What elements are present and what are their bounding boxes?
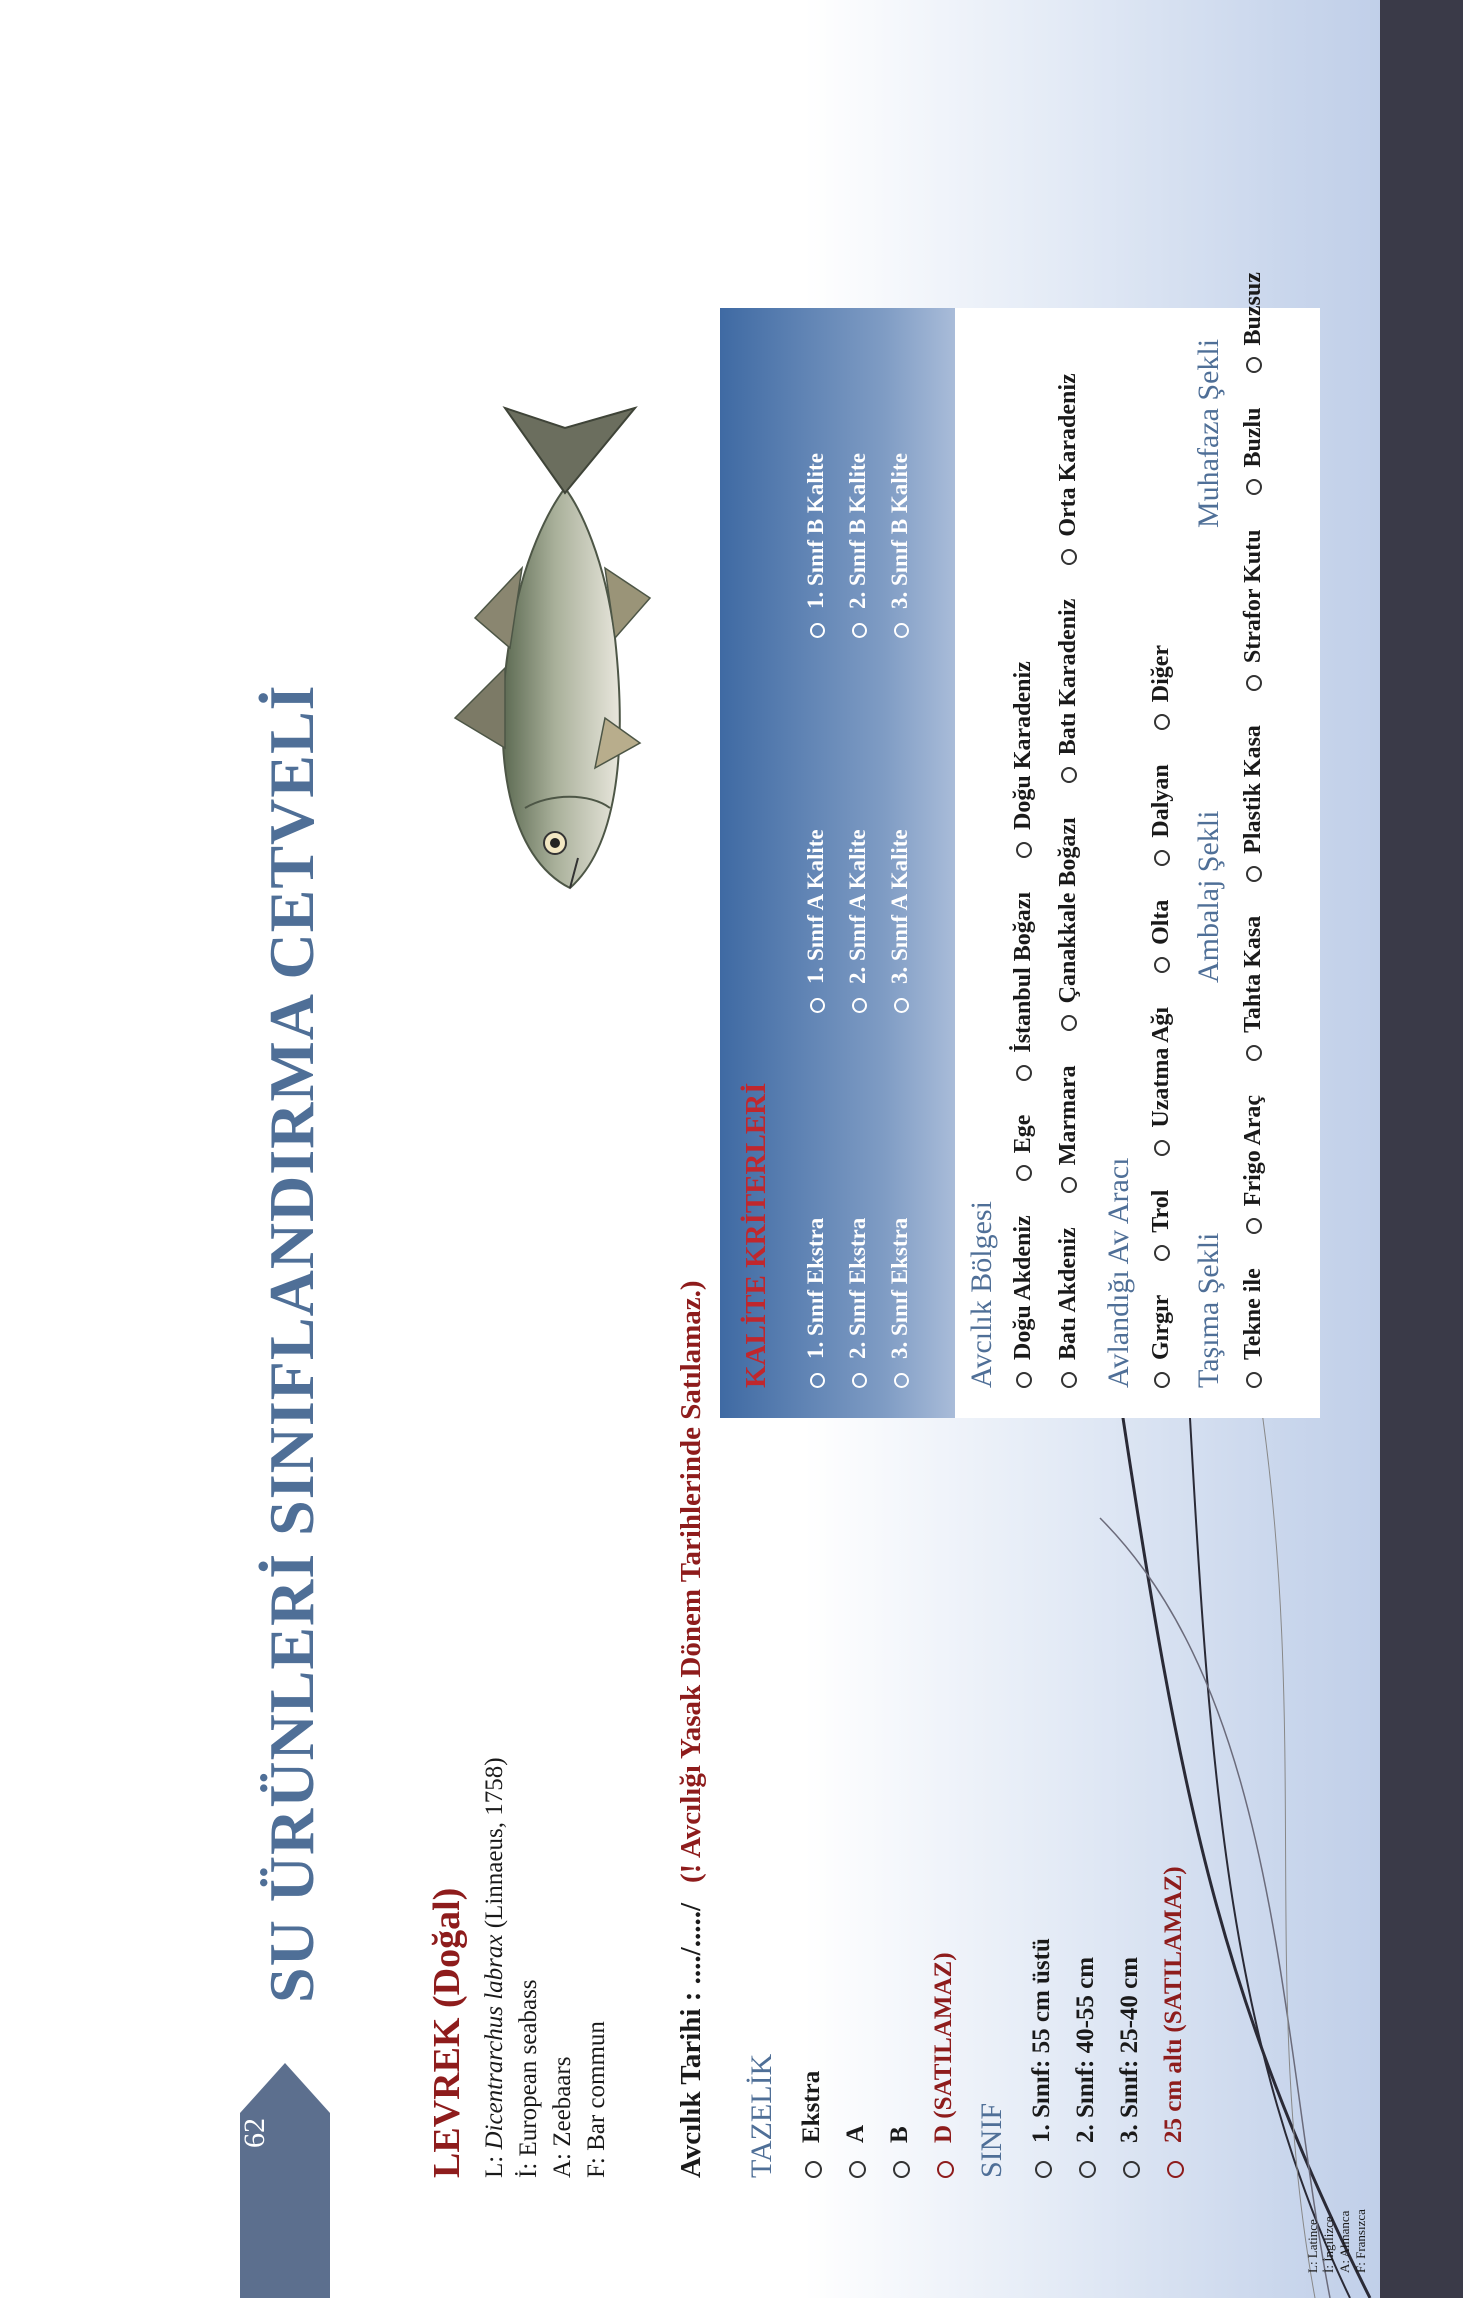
sea-bass-illustration [400, 398, 700, 918]
size-class-options [1020, 1866, 1196, 2178]
region-option[interactable]: Doğu Akdeniz [1010, 1215, 1037, 1388]
packaging-heading: Ambalaj Şekli [1192, 810, 1225, 983]
radio-circle-icon [1154, 1372, 1170, 1388]
radio-circle-icon [1246, 480, 1262, 496]
quality-column-a [795, 829, 921, 1013]
catch-date-warning: (! Avcılığı Yasak Dönem Tarihlerinde Satılamaz.) [675, 1280, 707, 1883]
transport-option[interactable]: Frigo Araç [1240, 1095, 1267, 1234]
gear-option[interactable]: Dalyan [1148, 764, 1175, 865]
radio-circle-icon [1123, 2161, 1140, 2178]
radio-circle-icon [1061, 767, 1077, 783]
species-names-block [478, 1757, 614, 2178]
quality-option[interactable]: 1. Sınıf Ekstra [795, 1218, 837, 1388]
legend-item: L: Latince [1305, 2219, 1320, 2273]
transport-option[interactable]: Tekne ile [1240, 1268, 1267, 1388]
quality-column-b [795, 453, 921, 638]
latin-prefix: L: [481, 2155, 508, 2178]
radio-circle-icon [1061, 1372, 1077, 1388]
region-option[interactable]: Batı Karadeniz [1055, 599, 1082, 784]
legend-item: İ: İngilizce [1321, 2216, 1336, 2273]
radio-circle-icon [894, 998, 909, 1013]
gear-heading: Avlandığı Av Aracı [1102, 1157, 1135, 1388]
quality-option[interactable]: 2. Sınıf Ekstra [837, 1218, 879, 1388]
radio-circle-icon [1246, 1218, 1262, 1234]
region-option[interactable]: Doğu Karadeniz [1010, 661, 1037, 858]
packaging-option[interactable]: Strafor Kutu [1240, 530, 1267, 692]
freshness-option[interactable]: B [878, 1952, 922, 2178]
radio-circle-icon [1246, 1372, 1262, 1388]
catch-date-label: Avcılık Tarihi : ..../...../ [675, 1902, 707, 2178]
radio-circle-icon [1061, 1177, 1077, 1193]
size-class-option[interactable]: 3. Sınıf: 25-40 cm [1108, 1866, 1152, 2178]
region-option[interactable]: Ege [1010, 1115, 1037, 1182]
radio-circle-icon [893, 2161, 910, 2178]
legend-item: A: Almanca [1337, 2210, 1352, 2273]
gear-option[interactable]: Gırgır [1148, 1295, 1175, 1388]
freshness-options [790, 1952, 966, 2178]
radio-circle-icon [810, 998, 825, 1013]
transport-packaging-row [1240, 244, 1267, 1388]
region-option[interactable]: Çanakkale Boğazı [1055, 817, 1082, 1031]
preservation-option[interactable]: Buzsuz [1240, 272, 1267, 373]
gear-option[interactable]: Diğer [1148, 645, 1175, 730]
latin-name: Dicentrarchus labrax [481, 1934, 508, 2150]
quality-column-extra [795, 1218, 921, 1388]
packaging-option[interactable]: Plastik Kasa [1240, 725, 1267, 882]
page-title: SU ÜRÜNLERİ SINIFLANDIRMA CETVELİ [256, 684, 327, 2003]
radio-circle-icon [894, 623, 909, 638]
bottom-bar [1380, 0, 1463, 2298]
quality-option[interactable]: 1. Sınıf B Kalite [795, 453, 837, 638]
radio-circle-icon [1246, 866, 1262, 882]
radio-circle-icon [805, 2161, 822, 2178]
quality-heading: KALİTE KRİTERLERİ [740, 1082, 772, 1388]
radio-circle-icon [849, 2161, 866, 2178]
radio-circle-icon [1154, 714, 1170, 730]
radio-circle-icon [1079, 2161, 1096, 2178]
packaging-option[interactable]: Tahta Kasa [1240, 916, 1267, 1061]
region-heading: Avcılık Bölgesi [965, 1201, 998, 1388]
size-class-heading: SINIF [975, 2102, 1008, 2178]
freshness-heading: TAZELİK [745, 2053, 778, 2178]
catch-date-line [675, 1280, 708, 2178]
region-option[interactable]: Orta Karadeniz [1055, 373, 1082, 564]
quality-option[interactable]: 1. Sınıf A Kalite [795, 829, 837, 1013]
radio-circle-icon [1154, 1245, 1170, 1261]
region-row [1010, 633, 1037, 1388]
gear-option[interactable]: Olta [1148, 900, 1175, 973]
radio-circle-icon [1061, 1015, 1077, 1031]
gear-row [1148, 617, 1175, 1388]
region-option[interactable]: İstanbul Boğazı [1010, 892, 1037, 1081]
gear-option[interactable]: Uzatma Ağı [1148, 1007, 1175, 1156]
quality-option[interactable]: 3. Sınıf Ekstra [879, 1218, 921, 1388]
radio-circle-icon [1246, 357, 1262, 373]
radio-circle-icon [1154, 850, 1170, 866]
radio-circle-icon [937, 2161, 954, 2178]
radio-circle-icon [810, 623, 825, 638]
radio-circle-icon [852, 623, 867, 638]
radio-circle-icon [1154, 957, 1170, 973]
preservation-heading: Muhafaza Şekli [1192, 338, 1225, 528]
region-row [1055, 345, 1082, 1388]
radio-circle-icon [1016, 1372, 1032, 1388]
radio-circle-icon [894, 1373, 909, 1388]
radio-circle-icon [1016, 1065, 1032, 1081]
radio-circle-icon [1035, 2161, 1052, 2178]
quality-panel [720, 272, 1320, 1418]
page-number-badge [215, 2038, 355, 2298]
region-option[interactable]: Marmara [1055, 1065, 1082, 1193]
language-legend [1305, 2209, 1369, 2273]
page-number: 62 [238, 2118, 271, 2148]
quality-option[interactable]: 2. Sınıf A Kalite [837, 829, 879, 1013]
radio-circle-icon [1167, 2161, 1184, 2178]
radio-circle-icon [810, 1373, 825, 1388]
radio-circle-icon [852, 998, 867, 1013]
preservation-option[interactable]: Buzlu [1240, 407, 1267, 495]
radio-circle-icon [1061, 549, 1077, 565]
quality-option[interactable]: 2. Sınıf B Kalite [837, 453, 879, 638]
quality-option[interactable]: 3. Sınıf B Kalite [879, 453, 921, 638]
german-name: A: Zeebaars [549, 2056, 576, 2178]
latin-author: (Linnaeus, 1758) [481, 1757, 508, 1929]
size-class-option[interactable]: 2. Sınıf: 40-55 cm [1064, 1866, 1108, 2178]
region-option[interactable]: Batı Akdeniz [1055, 1227, 1082, 1388]
transport-heading: Taşıma Şekli [1192, 1232, 1225, 1388]
size-class-option-not-sellable[interactable]: 25 cm altı (SATILAMAZ) [1152, 1866, 1196, 2178]
freshness-option-not-sellable[interactable]: D (SATILAMAZ) [922, 1952, 966, 2178]
radio-circle-icon [1154, 1140, 1170, 1156]
legend-item: F: Fransızca [1353, 2209, 1368, 2273]
radio-circle-icon [852, 1373, 867, 1388]
freshness-option[interactable]: Ekstra [790, 1952, 834, 2178]
gear-option[interactable]: Trol [1148, 1190, 1175, 1261]
radio-circle-icon [1246, 1045, 1262, 1061]
quality-option[interactable]: 3. Sınıf A Kalite [879, 829, 921, 1013]
latin-name-line [478, 1757, 512, 2178]
species-name: LEVREK (Doğal) [426, 1887, 468, 2178]
size-class-option[interactable]: 1. Sınıf: 55 cm üstü [1020, 1866, 1064, 2178]
radio-circle-icon [1016, 842, 1032, 858]
french-name: F: Bar commun [583, 2021, 610, 2178]
radio-circle-icon [1016, 1165, 1032, 1181]
freshness-option[interactable]: A [834, 1952, 878, 2178]
radio-circle-icon [1246, 675, 1262, 691]
english-name: İ: European seabass [515, 1979, 542, 2178]
